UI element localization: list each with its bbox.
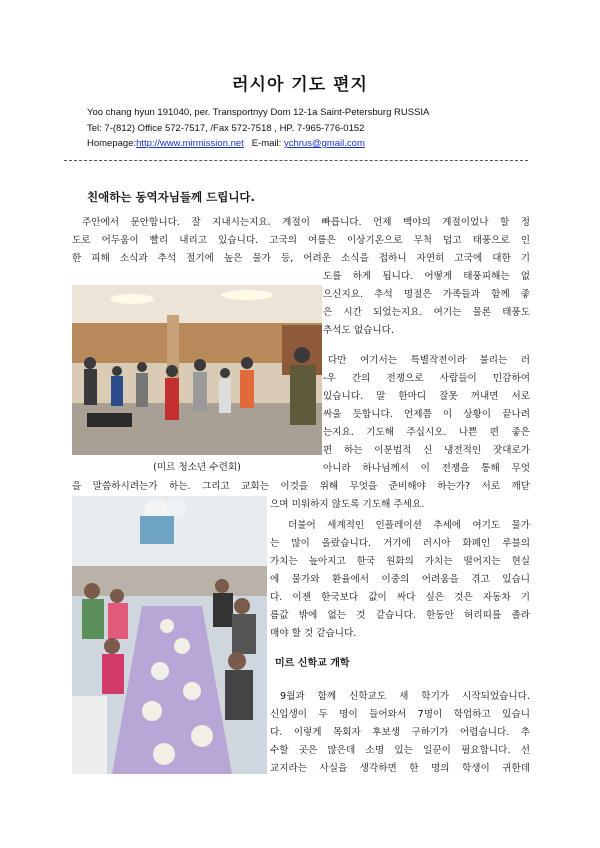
para4-line: 수할 곳은 많은데 소명 있는 일꾼이 필요합니다. 선 bbox=[270, 745, 530, 756]
para3-line: 매야 할 것 같습니다. bbox=[270, 628, 357, 639]
photo1-caption: (미르 청소년 수련회) bbox=[153, 462, 241, 473]
para2-line: 있습니다. 말 한마디 잘못 꺼내면 서로 bbox=[323, 391, 530, 402]
contact-phone: Tel: 7-(812) Office 572-7517, /Fax 572-7518 , HP. 7-965-776-0152 bbox=[87, 123, 365, 134]
homepage-label: Homepage: bbox=[87, 138, 137, 149]
para1-line: 도로 어두움이 빨리 내리고 있습니다. 고국의 여름은 이상기온으로 무척 덥고 태풍으로 인 bbox=[72, 235, 530, 246]
email-label: E-mail: bbox=[251, 138, 282, 149]
para3-line: 가치는 높아지고 한국 원화의 가치는 떨어지는 현실 bbox=[270, 556, 530, 567]
email-link[interactable]: ychrus@gmail.com bbox=[283, 138, 365, 149]
para3-line: 더불어 세계적인 인플레이션 추세에 여기도 물가 bbox=[288, 520, 530, 531]
para4-line: 9월과 함께 신학교도 새 학기가 시작되었습니다. bbox=[280, 691, 530, 702]
dinner-illustration bbox=[72, 496, 267, 774]
para1-line: 주안에서 문안합니다. 잘 지내시는지요. 계절이 빠릅니다. 언제 백야의 계절이었나 할 정 bbox=[82, 217, 530, 228]
para2-line: 을 말씀하시려는가 하는. 그리고 교회는 이것을 위해 무엇을 준비해야 하는가? 서로 깨닫 bbox=[72, 481, 530, 492]
letter-title: 러시아 기도 편지 bbox=[232, 75, 368, 95]
para1-line: 으신지요. 추석 명절은 가족들과 함께 좋 bbox=[323, 289, 530, 300]
para2-line: 편 하는 이분법적 신 냉전적인 잣대로가 bbox=[323, 445, 530, 456]
para2-line: 으며 미워하지 않도록 기도해 주세요. bbox=[270, 499, 425, 510]
para1-line: 도를 하게 됩니다. 어떻게 태풍피해는 없 bbox=[323, 271, 530, 282]
para3-line: 다. 이젠 한국보다 값이 싸다 싶은 것은 자동차 기 bbox=[270, 592, 530, 603]
para2-line: 는지요. 기도해 주십시오. 나쁜 편 좋은 bbox=[323, 427, 530, 438]
section-seminary-title: 미르 신학교 개학 bbox=[275, 658, 350, 669]
para2-line: 다만 여기서는 특별작전이라 불리는 러 bbox=[328, 355, 530, 366]
contact-web bbox=[87, 138, 365, 149]
dinner-photo bbox=[72, 496, 267, 774]
contact-address: Yoo chang hyun 191040, per. Transportnyy Dom 12-1a Saint-Petersburg RUSSIA bbox=[87, 107, 430, 118]
para4-line: 교지라는 사실을 생각하면 한 명의 학생이 귀한데 bbox=[270, 763, 530, 774]
para1-line: 한 피해 소식과 추석 절기에 높은 물가 등, 어려운 소식을 접하니 자연히 고국에 대한 기 bbox=[72, 253, 530, 264]
header-divider bbox=[64, 160, 528, 161]
para3-line: 름값 밖에 없는 것 같습니다. 한동안 허리띠를 졸라 bbox=[270, 610, 530, 621]
youth-retreat-illustration bbox=[72, 285, 322, 455]
para4-line: 다. 이렇게 목회자 후보생 구하기가 어렵습니다. 추 bbox=[270, 727, 530, 738]
para1-line: 은 시간 되었는지요. 여기는 물론 태풍도 bbox=[323, 307, 530, 318]
para2-line: -우 간의 전쟁으로 사람들이 민감하여 bbox=[323, 373, 530, 384]
para2-line: 아니라 하나님께서 이 전쟁을 통해 무엇 bbox=[323, 463, 530, 474]
para1-line: 추석도 없습니다. bbox=[323, 325, 394, 336]
para4-line: 신입생이 두 명이 들어와서 7명이 학업하고 있습니 bbox=[270, 709, 530, 720]
youth-retreat-photo bbox=[72, 285, 322, 455]
homepage-link[interactable]: http://www.mirmission.net bbox=[136, 138, 244, 149]
para3-line: 에 물가와 환율에서 이중의 어려움을 겪고 있습니 bbox=[270, 574, 530, 585]
greeting: 친애하는 동역자님들께 드립니다. bbox=[87, 190, 255, 204]
para2-line: 싸울 듯합니다. 언제쯤 이 상황이 끝나려 bbox=[323, 409, 530, 420]
para3-line: 는 많이 올랐습니다. 거기에 러시아 화폐인 루블의 bbox=[270, 538, 530, 549]
